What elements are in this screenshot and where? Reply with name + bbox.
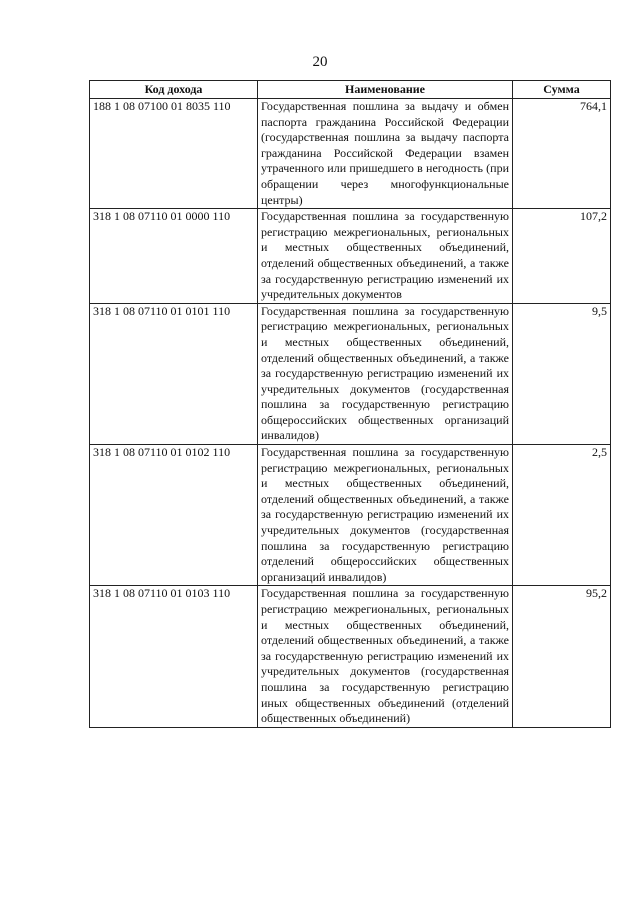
header-name: Наименование xyxy=(258,81,513,99)
income-sum-cell: 95,2 xyxy=(513,586,611,727)
income-code-cell: 318 1 08 07110 01 0101 110 xyxy=(90,303,258,444)
income-name-cell: Государственная пошлина за государственную регистрацию межрегиональных, региональных и местных общественных объединений, отделений общественных объединений, а также за государственную регистрацию изменений их учредительных документов (государственная пошлина за государственную регистрацию общероссийских общественных организаций инвалидов) xyxy=(258,303,513,444)
table-row xyxy=(90,586,611,727)
income-name-cell: Государственная пошлина за государственную регистрацию межрегиональных, региональных и местных общественных объединений, отделений общественных объединений, а также за государственную регистрацию изменений их учредительных документов (государственная пошлина за государственную регистрацию отделений общероссийских общественных организаций инвалидов) xyxy=(258,445,513,586)
table-header-row xyxy=(90,81,611,99)
table-row xyxy=(90,99,611,209)
income-code-cell: 318 1 08 07110 01 0103 110 xyxy=(90,586,258,727)
income-sum-cell: 2,5 xyxy=(513,445,611,586)
table-row xyxy=(90,445,611,586)
header-code: Код дохода xyxy=(90,81,258,99)
income-sum-cell: 764,1 xyxy=(513,99,611,209)
income-sum-cell: 9,5 xyxy=(513,303,611,444)
header-sum: Сумма xyxy=(513,81,611,99)
table-row xyxy=(90,209,611,304)
revenue-table xyxy=(89,80,611,728)
income-name-cell: Государственная пошлина за государственную регистрацию межрегиональных, региональных и местных общественных объединений, отделений общественных объединений, а также за государственную регистрацию изменений их учредительных документов xyxy=(258,209,513,304)
income-sum-cell: 107,2 xyxy=(513,209,611,304)
income-code-cell: 318 1 08 07110 01 0000 110 xyxy=(90,209,258,304)
income-name-cell: Государственная пошлина за государственную регистрацию межрегиональных, региональных и местных общественных объединений, отделений общественных объединений, а также за государственную регистрацию изменений их учредительных документов (государственная пошлина за государственную регистрацию иных общественных объединений (отделений общественных объединений) xyxy=(258,586,513,727)
income-code-cell: 188 1 08 07100 01 8035 110 xyxy=(90,99,258,209)
income-name-cell: Государственная пошлина за выдачу и обмен паспорта гражданина Российской Федерации (государственная пошлина за выдачу паспорта гражданина Российской Федерации взамен утраченного или пришедшего в негодность (при обращении через многофункциональные центры) xyxy=(258,99,513,209)
table-row xyxy=(90,303,611,444)
page-number: 20 xyxy=(312,54,328,70)
income-code-cell: 318 1 08 07110 01 0102 110 xyxy=(90,445,258,586)
